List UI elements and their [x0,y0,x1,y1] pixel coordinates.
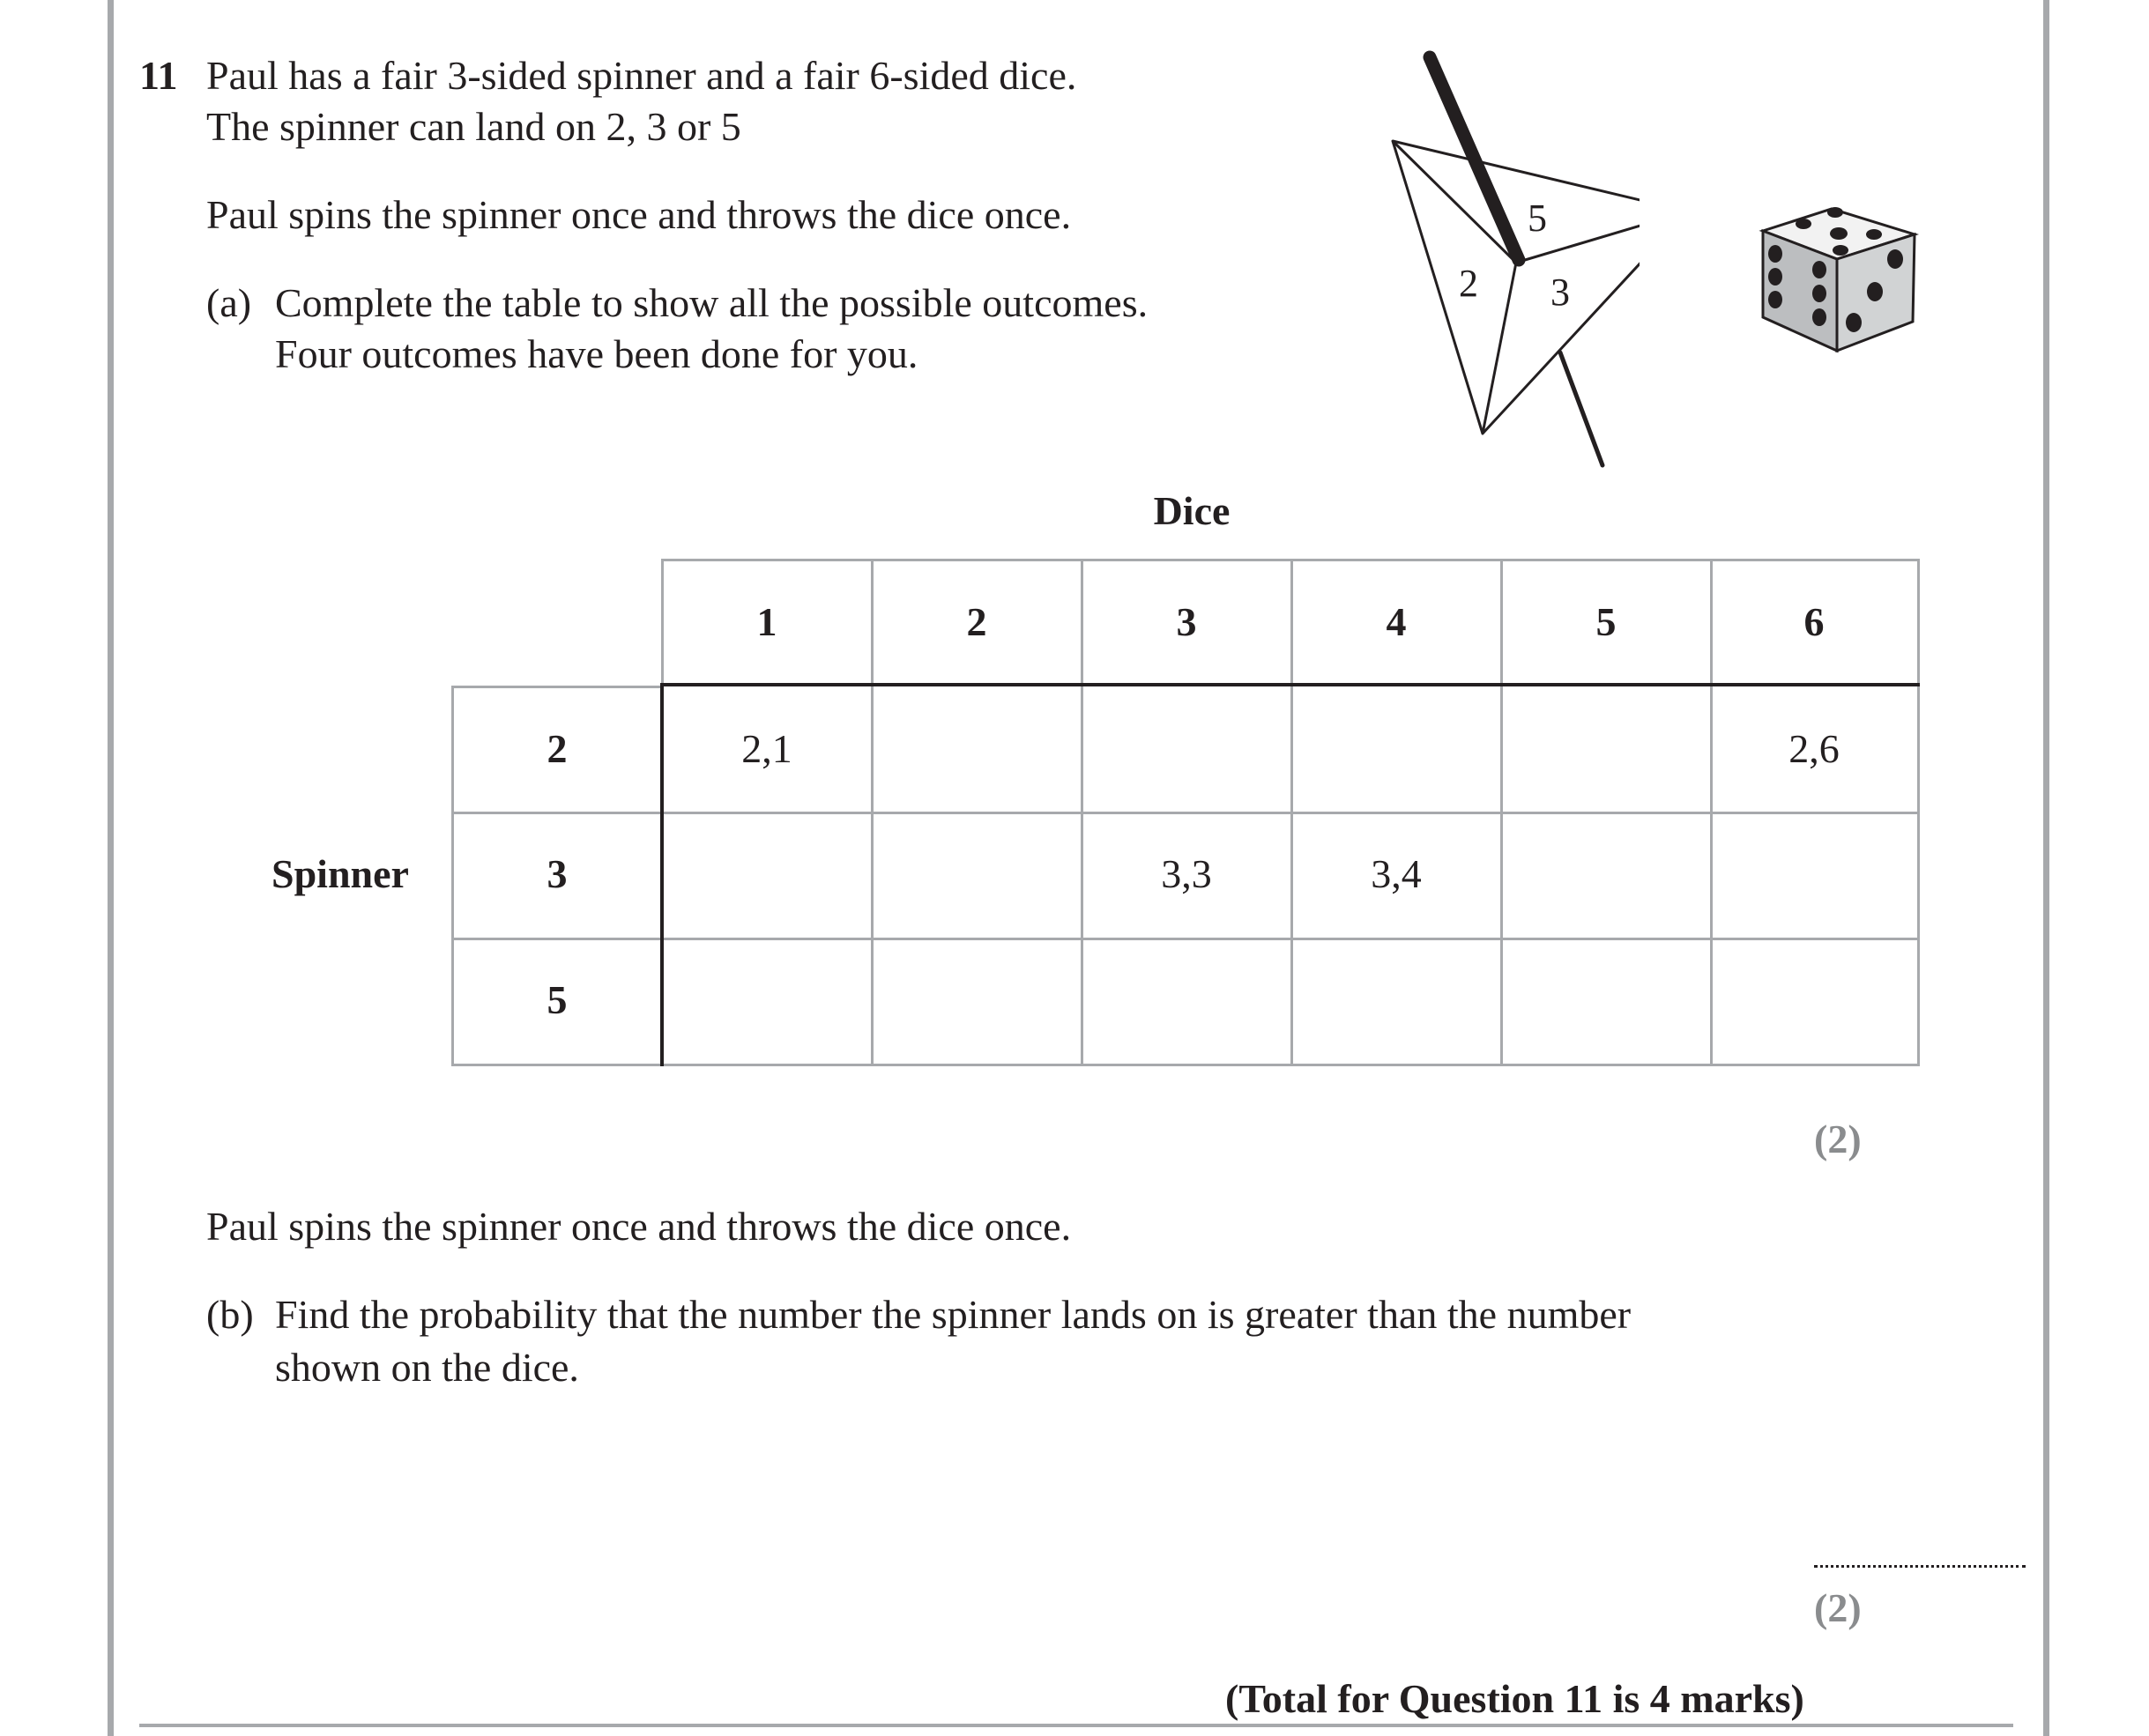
table-cell[interactable]: 2,6 [1788,726,1840,771]
part-b-label: (b) [206,1292,254,1337]
question-number: 11 [139,53,178,98]
table-cell[interactable]: 2,1 [741,726,792,771]
part-a-line-1: Complete the table to show all the possible outcomes. [275,280,1149,325]
table-column-header: 6 [1803,599,1825,644]
table-column-header: 5 [1595,599,1617,644]
table-column-header: 2 [966,599,987,644]
answer-line[interactable] [1814,1565,2026,1568]
dice-illustration [1754,203,1930,361]
intro-line-1: Paul has a fair 3-sided spinner and a fair 6-sided dice. [206,53,1077,98]
part-b-line-1: Find the probability that the number the spinner lands on is greater than the number [275,1292,1632,1337]
part-a-label: (a) [206,280,252,325]
table-cell[interactable]: 3,4 [1371,851,1422,896]
table-column-title: Dice [1153,488,1231,533]
bottom-rule [139,1724,2013,1727]
table-column-header: 4 [1386,599,1407,644]
table-cell[interactable]: 3,3 [1161,851,1212,896]
question-total: (Total for Question 11 is 4 marks) [1225,1676,1804,1721]
part-b-statement: Paul spins the spinner once and throws the dice once. [206,1204,1072,1249]
statement: Paul spins the spinner once and throws the dice once. [206,192,1072,237]
spinner-label-2: 2 [1459,262,1478,305]
part-a-marks: (2) [1814,1117,1862,1161]
table-row-header: 3 [547,851,568,896]
spinner-illustration [1375,48,1640,471]
page-left-border [108,0,114,1736]
table-row-header: 5 [547,977,568,1022]
page-right-border [2043,0,2049,1736]
table-column-header: 1 [756,599,777,644]
table-row-header: 2 [547,726,568,771]
spinner-label-5: 5 [1528,197,1547,240]
table-column-header: 3 [1176,599,1197,644]
part-b-line-2: shown on the dice. [275,1345,579,1390]
spinner-label-3: 3 [1550,271,1570,314]
part-a-line-2: Four outcomes have been done for you. [275,331,918,376]
intro-line-2: The spinner can land on 2, 3 or 5 [206,104,741,149]
part-b-marks: (2) [1814,1585,1862,1630]
table-row-title: Spinner [271,851,409,896]
